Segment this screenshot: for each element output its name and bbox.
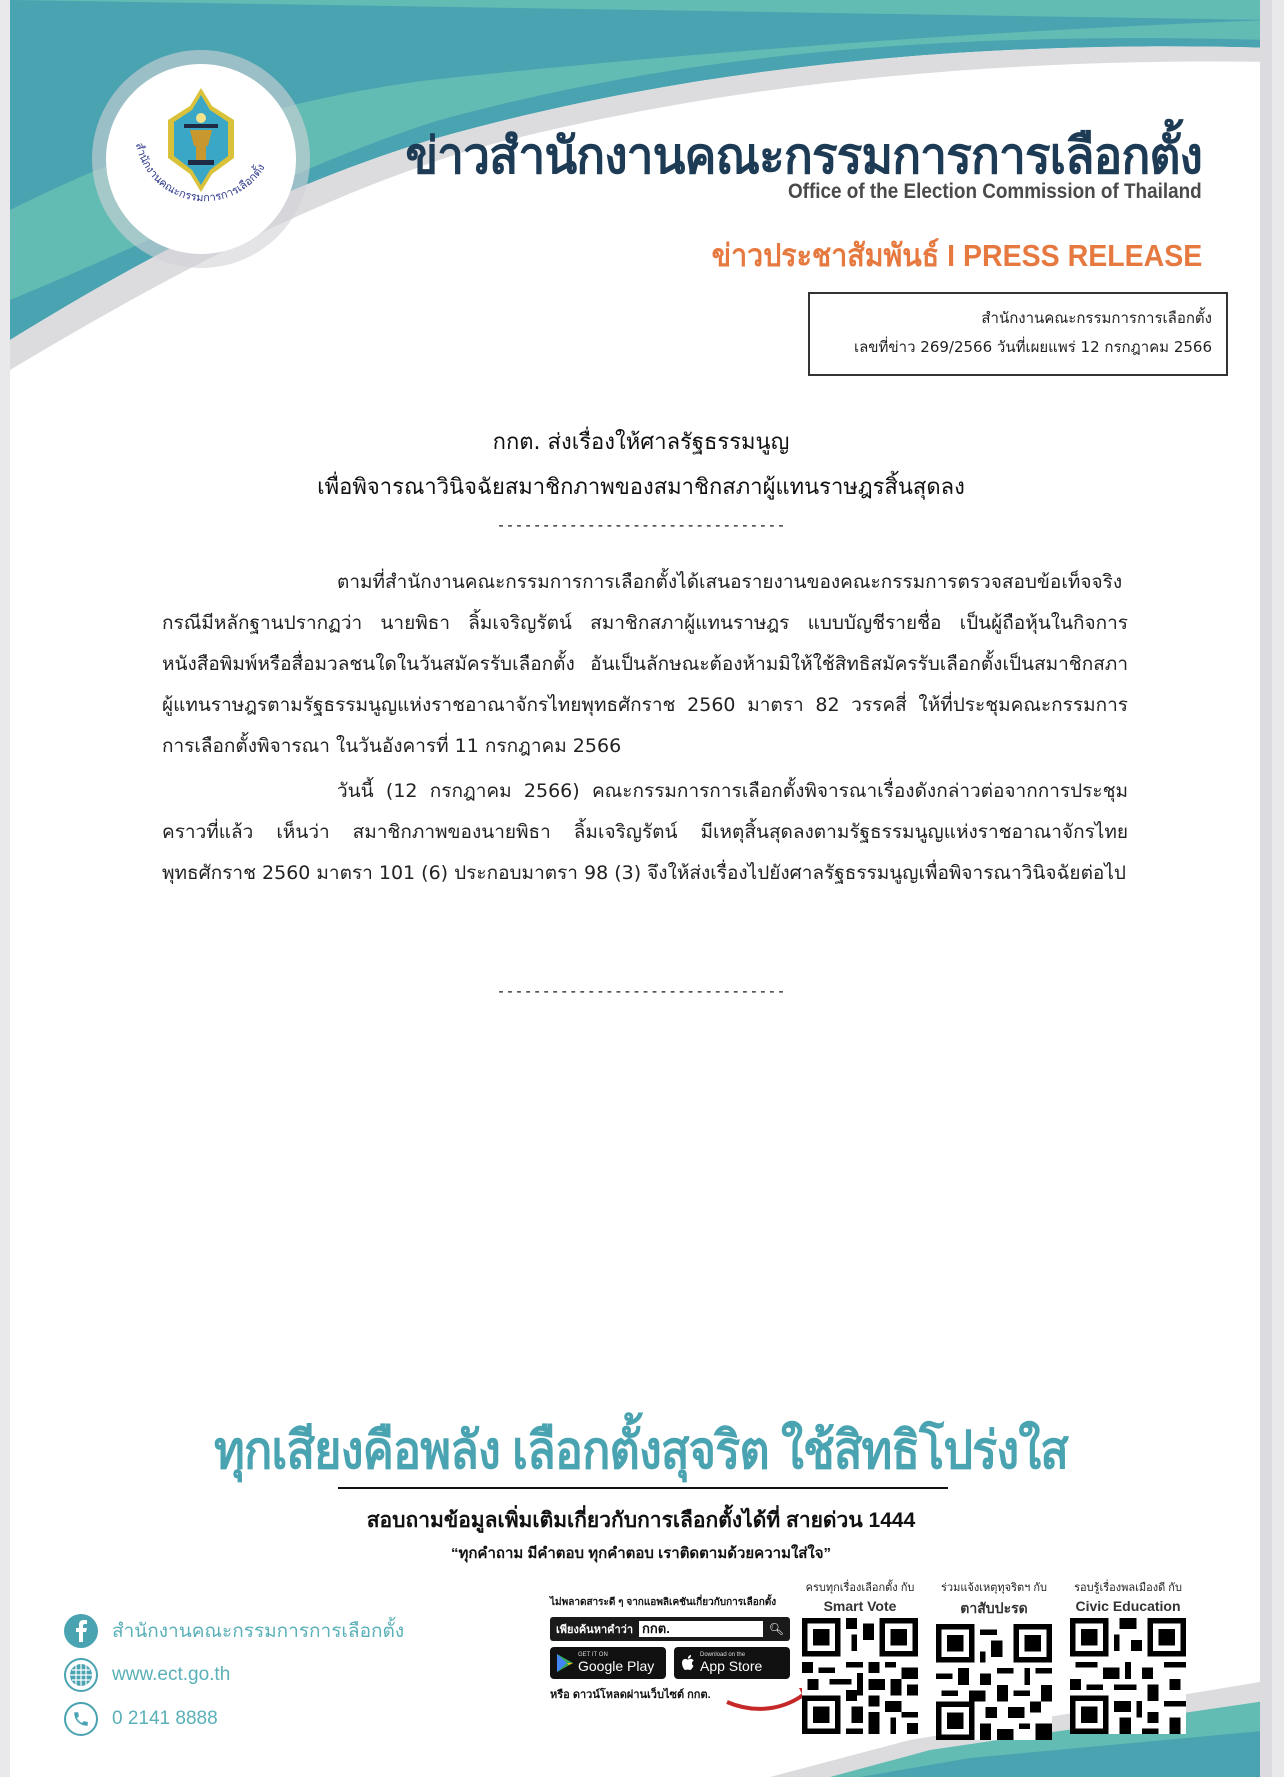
ect-logo <box>106 64 296 254</box>
headline-separator: -------------------------------- <box>496 516 786 534</box>
qr-tasapparod[interactable] <box>934 1578 1054 1744</box>
page-edge-shadow <box>1260 0 1272 1777</box>
qr-caption: ร่วมแจ้งเหตุทุจริตฯ กับ <box>940 1582 1048 1594</box>
headline-line-1: กกต. ส่งเรื่องให้ศาลรัฐธรรมนูญ <box>492 430 790 455</box>
qr-smart-vote[interactable] <box>800 1578 920 1738</box>
phone-icon <box>64 1702 98 1736</box>
hotline-text: สอบถามข้อมูลเพิ่มเติมเกี่ยวกับการเลือกตั้งได้ที่ สายด่วน 1444 <box>366 1509 916 1532</box>
qr-civic-education[interactable] <box>1068 1578 1188 1738</box>
google-play-badge[interactable] <box>550 1647 666 1679</box>
contact-text: 0 2141 8888 <box>112 1708 218 1729</box>
search-keyword: กกต. <box>639 1621 763 1637</box>
qr-code-icon <box>802 1618 918 1734</box>
slogan-divider <box>338 1487 948 1489</box>
facebook-icon <box>64 1614 98 1648</box>
qr-caption: รอบรู้เรื่องพลเมืองดี กับ <box>1074 1582 1182 1594</box>
svg-text:สำนักงานคณะกรรมการการเลือกตั้ง: สำนักงานคณะกรรมการการเลือกตั้ง <box>132 141 268 205</box>
badge-big-text: App Store <box>700 1658 763 1674</box>
contact-facebook[interactable] <box>64 1614 404 1648</box>
google-play-icon <box>557 1654 573 1672</box>
contact-phone[interactable] <box>64 1702 218 1736</box>
globe-icon <box>64 1658 98 1692</box>
press-release-label: ข่าวประชาสัมพันธ์ I PRESS RELEASE <box>711 238 1202 273</box>
paragraph-2: วันนี้ (12 กรกฎาคม 2566) คณะกรรมการการเลือกตั้งพิจารณาเรื่องดังกล่าวต่อจากการประชุมคราวที่แล้ว เห็นว่า สมาชิกภาพของนายพิธา ลิ้มเจริญรัตน์ มีเหตุสิ้นสุดลงตามรัฐธรรมนูญแห่งราชอาณาจักรไทย พุทธศักราช 2560 มาตรา 101 (6) ประกอบมาตรา 98 (3) จึงให้ส่งเรื่องไปยังศาลรัฐธรรมนูญเพื่อพิจารณาวินิจฉัยต่อไป <box>162 780 1128 884</box>
qr-code-icon <box>1070 1618 1186 1734</box>
qr-name: ตาสับปะรด <box>960 1600 1028 1616</box>
app-website-note: หรือ ดาวน์โหลดผ่านเว็บไซต์ กกต. <box>550 1689 711 1701</box>
reference-box <box>808 292 1228 376</box>
headline-line-2: เพื่อพิจารณาวินิจฉัยสมาชิกภาพของสมาชิกสภาผู้แทนราษฎรสิ้นสุดลง <box>317 475 965 500</box>
qr-name: Smart Vote <box>823 1598 897 1614</box>
logo-arc-text <box>106 64 296 254</box>
app-caption: ไม่พลาดสาระดี ๆ จากแอพลิเคชันเกี่ยวกับการเลือกตั้ง <box>550 1597 777 1608</box>
ref-news-number: เลขที่ข่าว 269/2566 วันที่เผยแพร่ 12 กรกฎาคม 2566 <box>853 338 1212 356</box>
tagline-quote: “ทุกคำถาม มีคำตอบ ทุกคำตอบ เราติดตามด้วยความใส่ใจ” <box>450 1545 832 1562</box>
qr-code-icon <box>936 1624 1052 1740</box>
org-title-en: Office of the Election Commission of Thailand <box>788 180 1202 203</box>
contact-text: www.ect.go.th <box>112 1664 231 1685</box>
apple-icon <box>681 1654 695 1672</box>
search-icon: 🔍︎ <box>768 1622 784 1636</box>
qr-caption: ครบทุกเรื่องเลือกตั้ง กับ <box>805 1582 915 1594</box>
press-release-page <box>10 0 1272 1777</box>
badge-small-text: GET IT ON <box>578 1652 608 1658</box>
ref-office: สำนักงานคณะกรรมการการเลือกตั้ง <box>981 309 1212 327</box>
badge-big-text: Google Play <box>578 1658 655 1674</box>
badge-small-text: Download on the <box>700 1652 746 1658</box>
qr-name: Civic Education <box>1075 1598 1181 1614</box>
contact-website[interactable] <box>64 1658 230 1692</box>
paragraph-1: ตามที่สำนักงานคณะกรรมการการเลือกตั้งได้เสนอรายงานของคณะกรรมการตรวจสอบข้อเท็จจริง กรณีมีหลักฐานปรากฏว่า นายพิธา ลิ้มเจริญรัตน์ สมาชิกสภาผู้แทนราษฎร แบบบัญชีรายชื่อ เป็นผู้ถือหุ้นในกิจการหนังสือพิมพ์หรือสื่อมวลชนใดในวันสมัครรับเลือกตั้ง อันเป็นลักษณะต้องห้ามมิให้ใช้สิทธิสมัครรับเลือกตั้งเป็นสมาชิกสภาผู้แทนราษฎรตามรัฐธรรมนูญแห่งราชอาณาจักรไทยพุทธศักราช 2560 มาตรา 82 วรรคสี่ ให้ที่ประชุมคณะกรรมการการเลือกตั้งพิจารณา ในวันอังคารที่ 11 กรกฎาคม 2566 <box>162 571 1128 757</box>
contact-text: สำนักงานคณะกรรมการการเลือกตั้ง <box>112 1621 405 1642</box>
slogan: ทุกเสียงคือพลัง เลือกตั้งสุจริต ใช้สิทธิโปร่งใส <box>214 1422 1068 1480</box>
app-search-bar <box>550 1617 790 1641</box>
search-label: เพียงค้นหาคำว่า <box>556 1624 634 1636</box>
article-body <box>162 562 1128 894</box>
end-separator: -------------------------------- <box>496 982 786 1000</box>
org-title-th: ข่าวสำนักงานคณะกรรมการการเลือกตั้ง <box>405 128 1202 185</box>
